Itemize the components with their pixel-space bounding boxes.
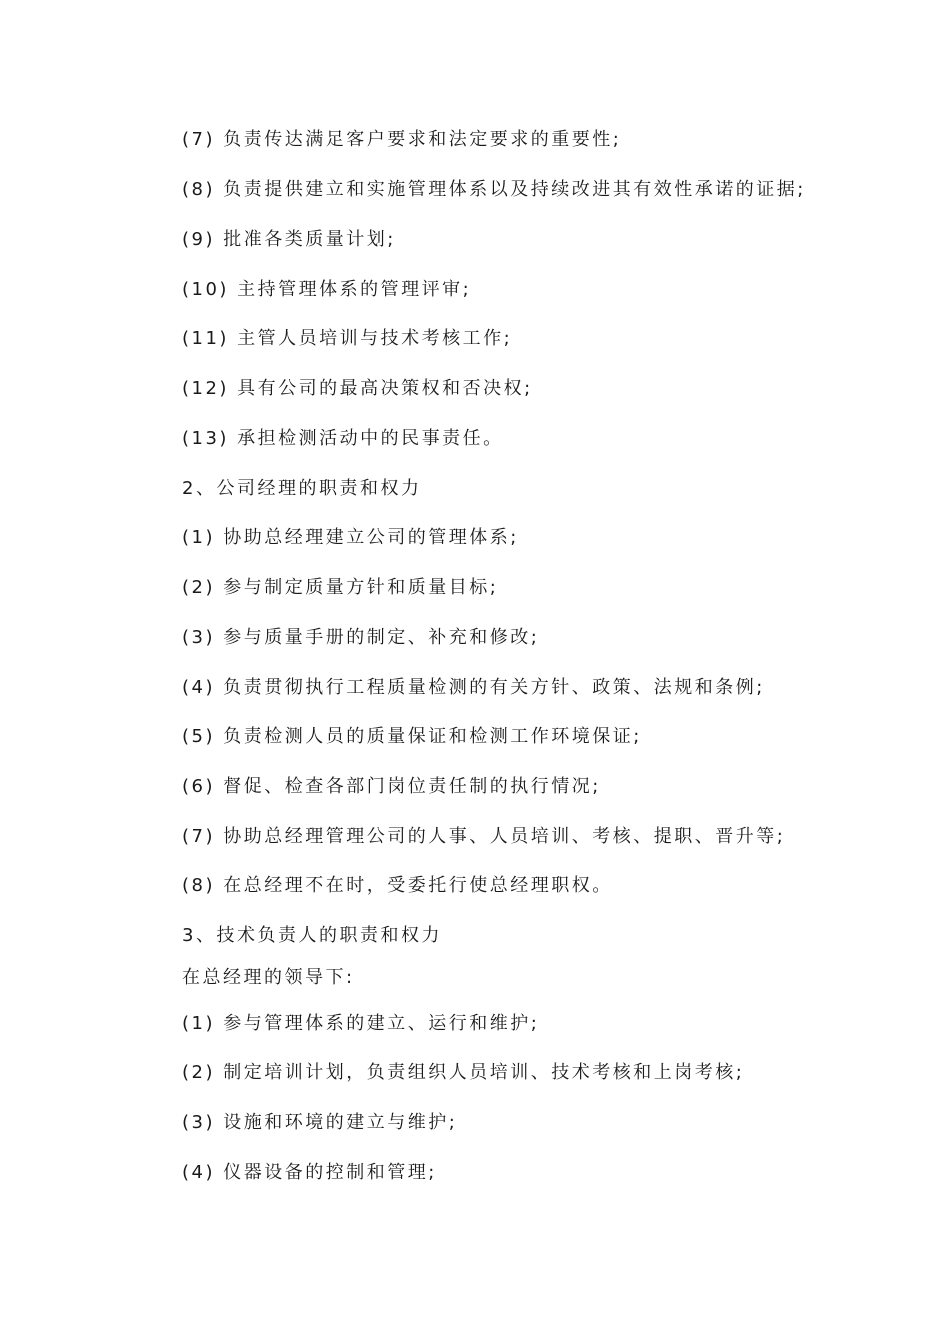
list-item: (3) 设施和环境的建立与维护; [182,1112,458,1133]
list-item: (2) 参与制定质量方针和质量目标; [182,577,499,598]
list-item: (10) 主持管理体系的管理评审; [182,279,472,300]
list-item: (8) 负责提供建立和实施管理体系以及持续改进其有效性承诺的证据; [182,179,806,200]
list-item: (7) 协助总经理管理公司的人事、人员培训、考核、提职、晋升等; [182,826,786,847]
list-item: (5) 负责检测人员的质量保证和检测工作环境保证; [182,726,642,747]
list-item: (4) 负责贯彻执行工程质量检测的有关方针、政策、法规和条例; [182,677,765,698]
list-item: (6) 督促、检查各部门岗位责任制的执行情况; [182,776,601,797]
list-item: (11) 主管人员培训与技术考核工作; [182,328,513,349]
list-item: (1) 参与管理体系的建立、运行和维护; [182,1013,540,1034]
paragraph: 在总经理的领导下: [182,967,355,988]
list-item: (3) 参与质量手册的制定、补充和修改; [182,627,540,648]
list-item: (8) 在总经理不在时，受委托行使总经理职权。 [182,875,613,896]
list-item: (1) 协助总经理建立公司的管理体系; [182,527,519,548]
list-item: (12) 具有公司的最高决策权和否决权; [182,378,533,399]
list-item: (7) 负责传达满足客户要求和法定要求的重要性; [182,129,622,150]
list-item: (2) 制定培训计划，负责组织人员培训、技术考核和上岗考核; [182,1062,745,1083]
list-item: (9) 批准各类质量计划; [182,229,396,250]
list-item: (13) 承担检测活动中的民事责任。 [182,428,504,449]
list-item: (4) 仪器设备的控制和管理; [182,1162,437,1183]
section-heading: 2、公司经理的职责和权力 [182,478,422,499]
section-heading: 3、技术负责人的职责和权力 [182,925,442,946]
